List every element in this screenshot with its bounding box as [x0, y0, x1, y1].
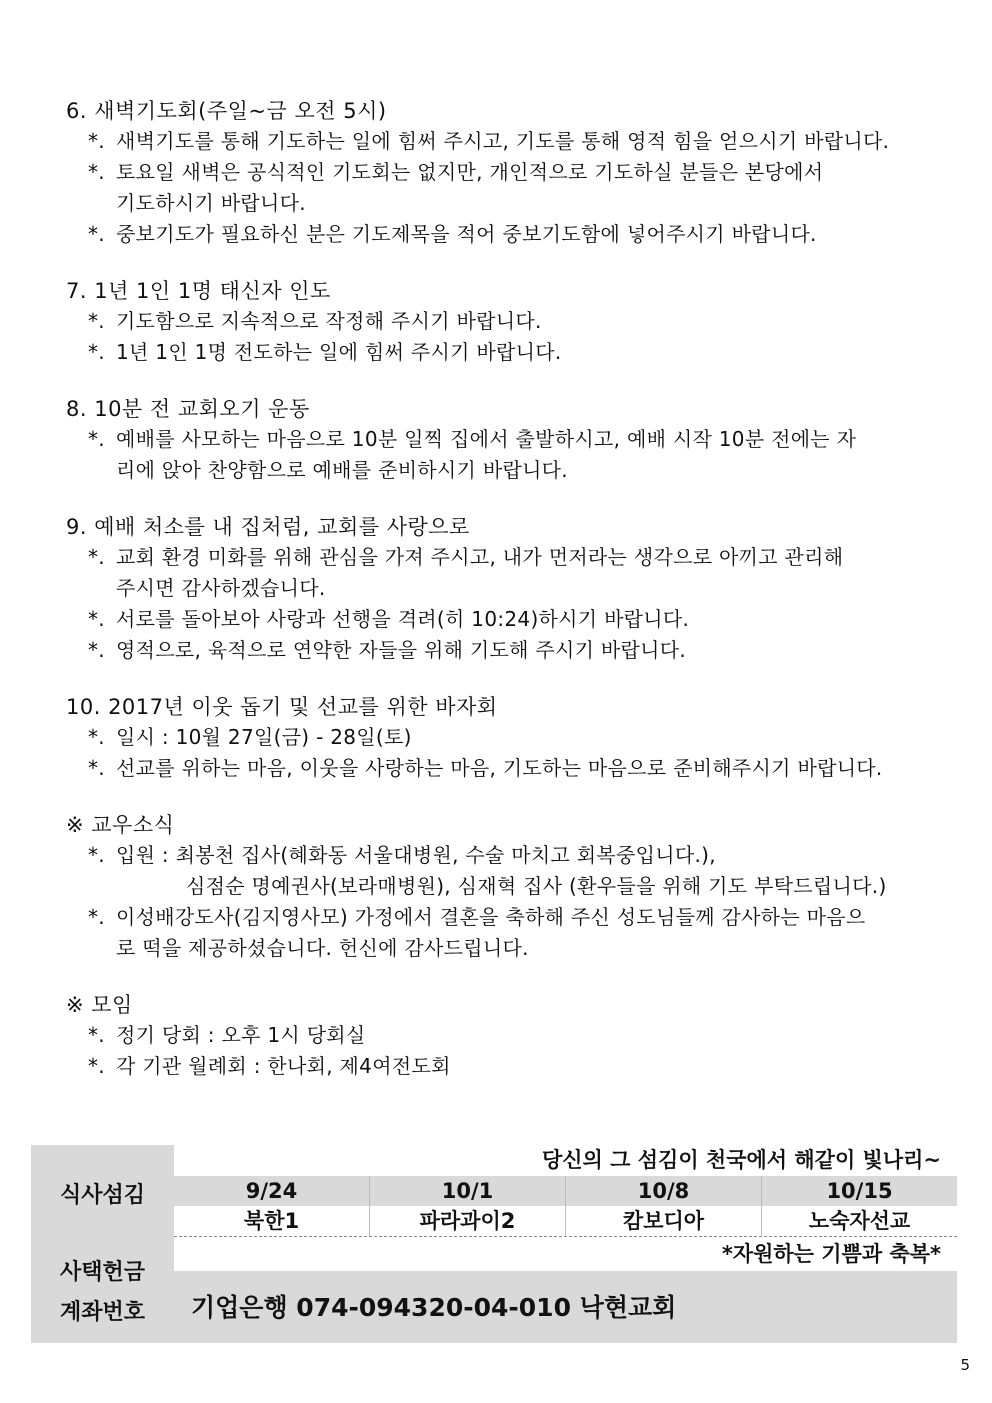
announcement-section — [66, 810, 946, 964]
item-text-line: 리에 앉아 찬양함으로 예배를 준비하시기 바랍니다. — [116, 458, 568, 482]
section-title: ※ 모임 — [66, 993, 133, 1017]
announcement-section — [66, 512, 946, 666]
account-number: 기업은행 074-094320-04-010 낙현교회 — [191, 1293, 677, 1322]
section-title: 7. 1년 1인 1명 태신자 인도 — [66, 279, 331, 303]
item-text-line: 각 기관 월례회 : 한나회, 제4여전도회 — [116, 1054, 451, 1078]
bullet-marker: *. — [88, 607, 105, 631]
meal-motto: 당신의 그 섬김이 천국에서 해같이 빛나리~ — [541, 1148, 941, 1172]
announcements — [66, 96, 946, 1108]
meal-group: 노숙자선교 — [761, 1206, 957, 1236]
announcement-item — [66, 1051, 946, 1082]
item-text-line: 교회 환경 미화를 위해 관심을 가져 주시고, 내가 먼저라는 생각으로 아끼고 관리해 — [116, 545, 844, 569]
service-table — [31, 1145, 957, 1343]
meal-date: 10/15 — [761, 1176, 957, 1206]
section-title: ※ 교우소식 — [66, 813, 175, 837]
item-text-line: 로 떡을 제공하셨습니다. 헌신에 감사드립니다. — [116, 936, 529, 960]
bullet-marker: *. — [88, 843, 105, 867]
announcement-item — [66, 1020, 946, 1051]
item-text-line: 1년 1인 1명 전도하는 일에 힘써 주시기 바랍니다. — [116, 340, 562, 364]
announcement-section — [66, 96, 946, 250]
item-text-line: 기도하시기 바랍니다. — [116, 191, 306, 215]
item-text-line: 주시면 감사하겠습니다. — [116, 576, 326, 600]
item-text-line: 일시 : 10월 27일(금) - 28일(토) — [116, 725, 412, 749]
bullet-marker: *. — [88, 725, 105, 749]
bullet-marker: *. — [88, 1054, 105, 1078]
announcement-section — [66, 394, 946, 486]
bullet-marker: *. — [88, 1023, 105, 1047]
page-number: 5 — [960, 1356, 970, 1374]
item-text-line: 심점순 명예권사(보라매병원), 심재혁 집사 (환우들을 위해 기도 부탁드립니다.) — [186, 874, 887, 898]
announcement-item — [66, 840, 946, 902]
section-title: 10. 2017년 이웃 돕기 및 선교를 위한 바자회 — [66, 695, 498, 719]
meal-schedule-grid — [174, 1176, 957, 1237]
meal-group: 캄보디아 — [565, 1206, 761, 1236]
account-label: 계좌번호 — [59, 1300, 145, 1325]
section-title: 9. 예배 처소를 내 집처럼, 교회를 사랑으로 — [66, 515, 470, 539]
item-text-line: 이성배강도사(김지영사모) 가정에서 결혼을 축하해 주신 성도님들께 감사하는 마음으 — [116, 905, 866, 929]
table-label-column — [31, 1145, 174, 1343]
announcement-item — [66, 219, 946, 250]
bullet-marker: *. — [88, 756, 105, 780]
meal-group: 북한1 — [243, 1209, 300, 1233]
bullet-marker: *. — [88, 160, 105, 184]
bullet-marker: *. — [88, 309, 105, 333]
announcement-item — [66, 902, 946, 964]
announcement-item — [66, 157, 946, 219]
bullet-marker: *. — [88, 427, 105, 451]
announcement-item — [66, 542, 946, 604]
announcement-item — [66, 604, 946, 635]
item-text-line: 영적으로, 육적으로 연약한 자들을 위해 기도해 주시기 바랍니다. — [116, 638, 687, 662]
meal-date: 9/24 — [245, 1179, 298, 1203]
account-row — [174, 1271, 957, 1343]
meal-groups-row — [174, 1206, 957, 1237]
item-text-line: 토요일 새벽은 공식적인 기도회는 없지만, 개인적으로 기도하실 분들은 본당에서 — [116, 160, 824, 184]
meal-date: 10/1 — [369, 1176, 565, 1206]
item-text-line: 서로를 돌아보아 사랑과 선행을 격려(히 10:24)하시기 바랍니다. — [116, 607, 690, 631]
meal-dates-row — [174, 1176, 957, 1206]
offering-note: *자원하는 기쁨과 축복* — [174, 1237, 957, 1271]
bullet-marker: *. — [88, 545, 105, 569]
announcement-item — [66, 126, 946, 157]
announcement-section — [66, 692, 946, 784]
announcement-item — [66, 306, 946, 337]
bullet-marker: *. — [88, 222, 105, 246]
meal-group: 파라과이2 — [369, 1206, 565, 1236]
announcement-item — [66, 337, 946, 368]
bullet-marker: *. — [88, 129, 105, 153]
meal-label: 식사섬김 — [59, 1183, 145, 1208]
item-text-line: 기도함으로 지속적으로 작정해 주시기 바랍니다. — [116, 309, 542, 333]
item-text-line: 예배를 사모하는 마음으로 10분 일찍 집에서 출발하시고, 예배 시작 10분 전에는 자 — [116, 427, 857, 451]
bullet-marker: *. — [88, 905, 105, 929]
offering-label: 사택헌금 — [59, 1260, 145, 1285]
announcement-item — [66, 753, 946, 784]
announcement-item — [66, 635, 946, 666]
announcement-item — [66, 722, 946, 753]
item-text-line: 정기 당회 : 오후 1시 당회실 — [116, 1023, 366, 1047]
bullet-marker: *. — [88, 638, 105, 662]
section-title: 8. 10분 전 교회오기 운동 — [66, 397, 310, 421]
item-text-line: 중보기도가 필요하신 분은 기도제목을 적어 중보기도함에 넣어주시기 바랍니다. — [116, 222, 817, 246]
section-title: 6. 새벽기도회(주일~금 오전 5시) — [66, 99, 387, 123]
item-text-line: 선교를 위하는 마음, 이웃을 사랑하는 마음, 기도하는 마음으로 준비해주시기 바랍니다. — [116, 756, 883, 780]
item-text-line: 새벽기도를 통해 기도하는 일에 힘써 주시고, 기도를 통해 영적 힘을 얻으시기 바랍니다. — [116, 129, 890, 153]
announcement-section — [66, 276, 946, 368]
item-text-line: 입원 : 최봉천 집사(혜화동 서울대병원, 수술 마치고 회복중입니다.), — [116, 843, 716, 867]
announcement-section — [66, 990, 946, 1082]
announcement-item — [66, 424, 946, 486]
bullet-marker: *. — [88, 340, 105, 364]
meal-date: 10/8 — [565, 1176, 761, 1206]
